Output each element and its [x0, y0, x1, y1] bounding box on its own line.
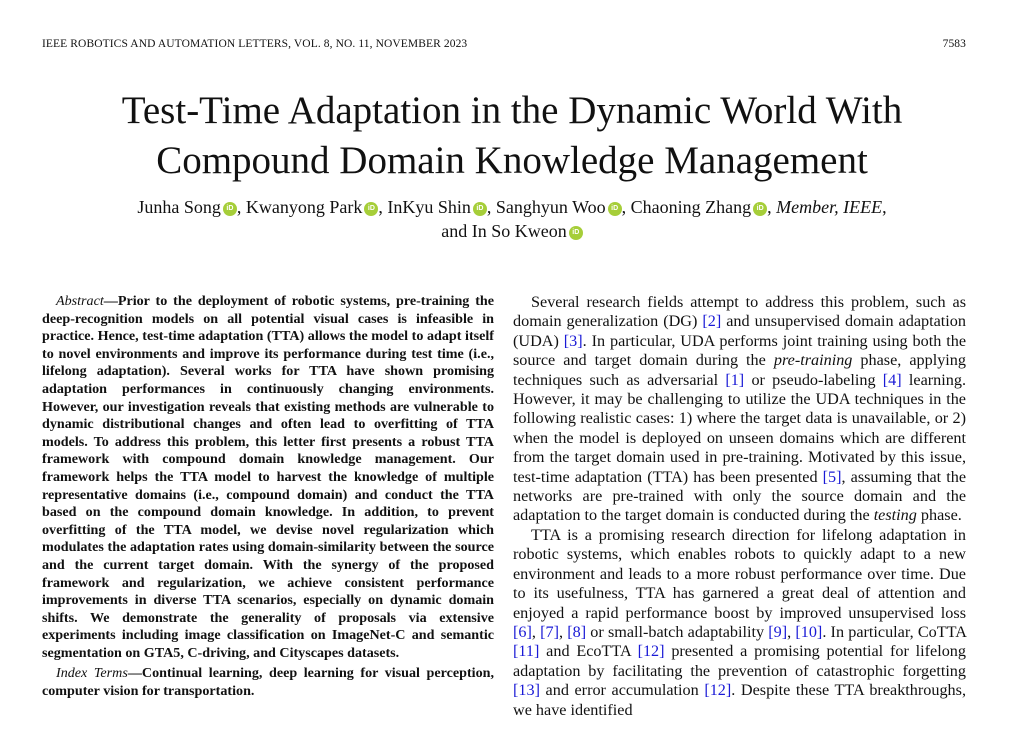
body-text: phase. [916, 506, 962, 525]
body-text: or pseudo-labeling [744, 370, 883, 389]
body-text: . In particular, UDA performs joint training using both the source and target domain during the [513, 331, 966, 370]
intro-paragraph-1 [513, 293, 966, 526]
body-text: TTA is a promising research direction for lifelong adaptation in robotic systems, which enables robots to quickly adapt to a new environment and leads to a more robust performance over time. Due to its usefulness, TTA has garnered a great deal of attention and enjoyed a rapid performance boost by improved unsupervised loss [513, 525, 966, 622]
body-text: phase, applying techniques such as adversarial [513, 351, 966, 389]
author-membership: Member, IEEE [776, 197, 883, 217]
author-list [0, 195, 1024, 243]
citation-link[interactable]: [3] [563, 331, 583, 350]
author-line-1: Junha Song iD , Kwanyong Park iD , InKyu Shin iD , Sanghyun Woo iD , Chaoning Zhang iD , Member, IEEE, [137, 197, 887, 217]
citation-link[interactable]: [10] [795, 622, 823, 641]
abstract-label: Abstract [56, 293, 104, 309]
author-name: In So Kweon [471, 221, 567, 241]
body-text: Several research fields attempt to address this problem, such as domain generalization (DG) [513, 293, 966, 331]
body-text: presented a promising potential for lifelong adaptation by facilitating the prevention of catastrophic forgetting [513, 642, 966, 680]
orcid-icon[interactable]: iD [223, 202, 237, 216]
index-terms-label: Index Terms [56, 665, 128, 682]
orcid-icon[interactable]: iD [473, 202, 487, 216]
and-word: and [441, 221, 468, 241]
right-column [513, 293, 966, 720]
citation-link[interactable]: [4] [882, 370, 902, 389]
citation-link[interactable]: [8] [567, 622, 587, 641]
author-name: Kwanyong Park [245, 197, 363, 217]
emphasis-text: testing [873, 506, 917, 525]
author-name: Junha Song [137, 197, 221, 217]
separator-text: , [531, 622, 541, 641]
body-text: and EcoTTA [539, 642, 638, 661]
author-line-2 [0, 219, 1024, 243]
orcid-icon[interactable]: iD [569, 226, 583, 240]
title-line-1: Test-Time Adaptation in the Dynamic World With [121, 89, 903, 132]
journal-venue: IEEE ROBOTICS AND AUTOMATION LETTERS, VOL. 8, NO. 11, NOVEMBER 2023 [42, 38, 468, 50]
author-name: Chaoning Zhang [630, 197, 752, 217]
citation-link[interactable]: [9] [768, 622, 788, 641]
citation-link[interactable]: [6] [513, 622, 532, 641]
author-name: Sanghyun Woo [495, 197, 606, 217]
orcid-icon[interactable]: iD [364, 202, 378, 216]
orcid-icon[interactable]: iD [608, 202, 622, 216]
citation-link[interactable]: [12] [704, 681, 732, 700]
intro-paragraph-2 [513, 526, 966, 720]
title-line-2: Compound Domain Knowledge Management [156, 139, 868, 182]
separator-text: , [558, 622, 568, 641]
orcid-icon[interactable]: iD [753, 202, 767, 216]
index-terms: Index Terms—Continual learning, deep learning for visual perception, computer vision for transportation. [42, 665, 494, 700]
citation-link[interactable]: [11] [513, 642, 540, 661]
author-name: InKyu Shin [387, 197, 471, 217]
abstract-body: Prior to the deployment of robotic systems, pre-training the deep-recognition models on all potential visual cases is infeasible in practice. Hence, test-time adaptation (TTA) allows the model to adapt itself to novel environments and improve its performance during test time (i.e., lifelong adaptation). Several works for TTA have shown promising adaptation performances in continuously changing environments. However, our investigation reveals that existing methods are vulnerable to dynamic distributional changes and often lead to overfitting of TTA models. To address this problem, this letter first presents a robust TTA framework with compound domain knowledge management. Our framework helps the TTA model to harvest the knowledge of multiple representative domains (i.e., compound domain) and conduct the TTA based on the compound domain knowledge. In addition, to prevent overfitting of the TTA model, we devise novel regularization which modulates the adaptation rates using domain-similarity between the source and the current target domain. With the synergy of the proposed framework and regularization, we achieve consistent performance improvements in diverse TTA scenarios, especially on dynamic domain shifts. We demonstrate the generality of proposals via extensive experiments including image classification on ImageNet-C and semantic segmentation on GTA5, C-driving, and Cityscapes datasets. [42, 293, 494, 661]
abstract: Abstract—Prior to the deployment of robotic systems, pre-training the deep-recognition models on all potential visual cases is infeasible in practice. Hence, test-time adaptation (TTA) allows the model to adapt itself to novel environments and improve its performance during test time (i.e., lifelong adaptation). Several works for TTA have shown promising adaptation performances in continuously changing environments. However, our investigation reveals that existing methods are vulnerable to dynamic distributional changes and often lead to overfitting of TTA models. To address this problem, this letter first presents a robust TTA framework with compound domain knowledge management. Our framework helps the TTA model to harvest the knowledge of multiple representative domains (i.e., compound domain) and conduct the TTA based on the compound domain knowledge. In addition, to prevent overfitting of the TTA model, we devise novel regularization which modulates the adaptation rates using domain-similarity between the source and the current target domain. With the synergy of the proposed framework and regularization, we achieve consistent performance improvements in diverse TTA scenarios, especially on dynamic domain shifts. We demonstrate the generality of proposals via extensive experiments including image classification on ImageNet-C and semantic segmentation on GTA5, C-driving, and Cityscapes datasets. [42, 293, 494, 661]
emphasis-text: pre-training [773, 351, 853, 370]
citation-link[interactable]: [13] [513, 681, 540, 700]
page-number: 7583 [942, 38, 966, 50]
citation-link[interactable]: [5] [822, 467, 842, 486]
citation-link[interactable]: [1] [725, 370, 745, 389]
body-text: and unsupervised domain adaptation (UDA) [513, 312, 966, 350]
body-text: and error accumulation [539, 681, 705, 700]
body-text: or small-batch adaptability [586, 622, 769, 641]
separator-text: , [787, 622, 796, 641]
body-text: . In particular, CoTTA [822, 622, 966, 641]
paper-title [0, 86, 1024, 186]
body-text: learning. However, it may be challenging to utilize the UDA techniques in the following realistic cases: 1) where the target data is unavailable, or 2) when the model is deployed on unseen domains which are different from the target domain used in pre-training. Motivated by this issue, test-time adaptation (TTA) has been presented [513, 370, 966, 486]
citation-link[interactable]: [12] [637, 642, 665, 661]
running-header [42, 38, 966, 54]
left-column [42, 293, 494, 701]
citation-link[interactable]: [7] [540, 622, 559, 641]
body-text: , assuming that the networks are pre-trained with only the source domain and the adaptation to the target domain is conducted during the [513, 467, 966, 525]
body-text: . Despite these TTA breakthroughs, we have identified [513, 681, 966, 719]
citation-link[interactable]: [2] [702, 312, 722, 331]
index-terms-body: Continual learning, deep learning for visual perception, computer vision for transportation. [42, 665, 494, 700]
